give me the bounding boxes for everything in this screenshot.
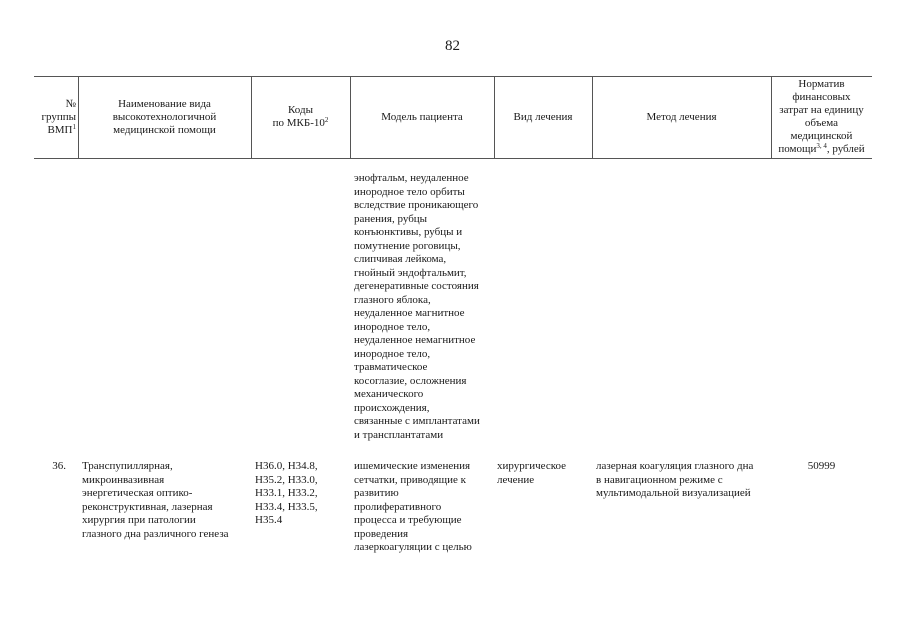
header-treatment-type: Вид лечения [513, 110, 573, 123]
header-cost-standard: Норматив финансовых затрат на единицу объема медицинской помощи$^{3, 4}$, рублей [778, 78, 865, 155]
row-36-treatment-type: хирургическое лечение [497, 460, 567, 486]
row-36-patient-model: ишемические изменения сетчатки, приводящие к развитию пролиферативного процесса и требующие проведения лазеркоагуляции с целью [354, 460, 472, 553]
continued-patient-model: энофтальм, неудаленное инородное тело орбиты вследствие проникающего ранения, рубцы конъюнктивы, рубцы и помутнение роговицы, слипчивая лейкома, гнойный эндофтальмит, дегенеративные состояния глазного яблока, неудаленное магнитное инородное тело, неудаленное немагнитное инородное тело, травматическое косоглазие, осложнения механического происхождения, связанные с имплантатами и трансплантатами [354, 172, 480, 441]
header-icd-codes: Коды по МКБ-$10^2$ [272, 104, 329, 129]
row-36-number: 36. [52, 460, 66, 472]
row-36-treatment-method: лазерная коагуляция глазного дна в навигационном режиме с мультимодальной визуализацией [596, 460, 754, 499]
header-care-type-name: Наименование вида высокотехнологичной медицинской помощи [112, 97, 217, 136]
row-36-icd-codes: H36.0, H34.8, H35.2, H33.0, H33.1, H33.2, H33.4, H33.5, H35.4 [255, 460, 318, 526]
table-header-bottom-rule [34, 158, 872, 159]
page-number: 82 [445, 38, 460, 54]
header-patient-model: Модель пациента [381, 110, 463, 123]
row-36-care-type-name: Транспупиллярная, микроинвазивная энергетическая оптико- реконструктивная, лазерная хирургия при патологии глазного дна различного генеза [82, 460, 229, 540]
row-36-cost-standard: 50999 [807, 460, 836, 472]
header-group-number: № группы ВМП$^1$ [41, 97, 76, 136]
header-treatment-method: Метод лечения [646, 110, 717, 123]
